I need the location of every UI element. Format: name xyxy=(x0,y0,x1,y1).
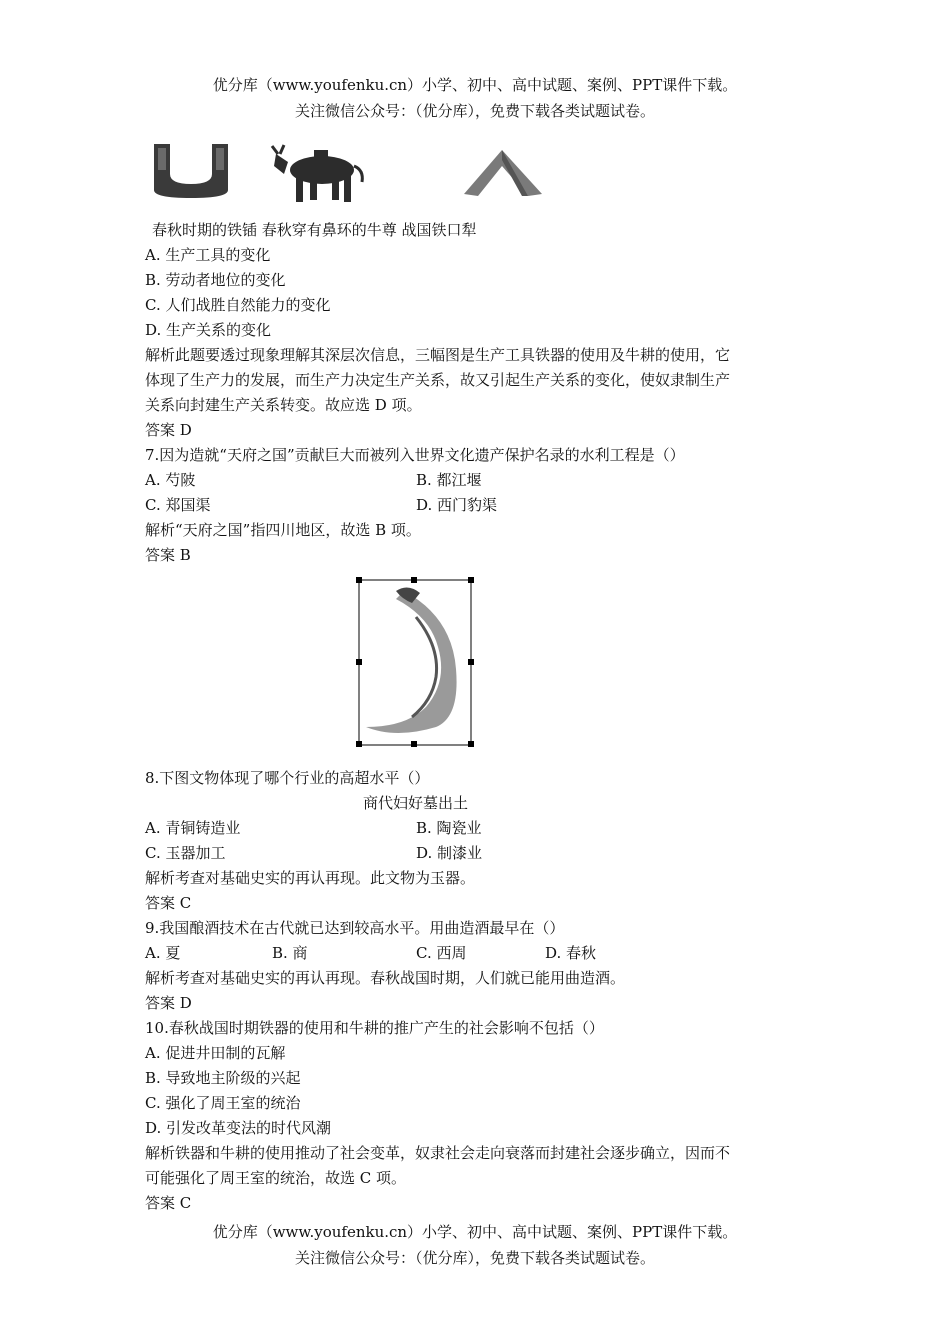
q6-image-caption: 春秋时期的铁锸 春秋穿有鼻环的牛尊 战国铁口犁 xyxy=(152,221,477,239)
q10-analysis-line-2: 可能强化了周王室的统治，故选 C 项。 xyxy=(145,1169,407,1187)
q7-stem: 7.因为造就“天府之国”贡献巨大而被列入世界文化遗产保护名录的水利工程是（） xyxy=(145,446,685,464)
iron-plough-image xyxy=(462,144,544,200)
q7-option-c: C. 郑国渠 xyxy=(145,496,211,514)
q6-answer: 答案 D xyxy=(145,421,192,439)
q8-option-b: B. 陶瓷业 xyxy=(416,819,482,837)
q7-option-d: D. 西门豹渠 xyxy=(416,496,498,514)
q10-answer: 答案 C xyxy=(145,1194,192,1212)
q10-option-a: A. 促进井田制的瓦解 xyxy=(145,1044,286,1062)
q9-option-a: A. 夏 xyxy=(145,944,181,962)
q10-analysis-line-1: 解析铁器和牛耕的使用推动了社会变革，奴隶社会走向衰落而封建社会逐步确立，因而不 xyxy=(145,1144,731,1162)
q9-analysis: 解析考查对基础史实的再认再现。春秋战国时期，人们就已能用曲造酒。 xyxy=(145,969,626,987)
q6-analysis-line-3: 关系向封建生产关系转变。故应选 D 项。 xyxy=(145,396,422,414)
q7-analysis: 解析“天府之国”指四川地区，故选 B 项。 xyxy=(145,521,421,539)
q10-stem: 10.春秋战国时期铁器的使用和牛耕的推广产生的社会影响不包括（） xyxy=(145,1019,604,1037)
q10-option-b: B. 导致地主阶级的兴起 xyxy=(145,1069,301,1087)
header-line-1: 优分库（www.youfenku.cn）小学、初中、高中试题、案例、PPT课件下载。 xyxy=(212,76,738,94)
q9-answer: 答案 D xyxy=(145,994,192,1012)
q6-option-b: B. 劳动者地位的变化 xyxy=(145,271,286,289)
q9-stem: 9.我国酿酒技术在古代就已达到较高水平。用曲造酒最早在（） xyxy=(145,919,565,937)
footer-line-1: 优分库（www.youfenku.cn）小学、初中、高中试题、案例、PPT课件下载。 xyxy=(212,1223,738,1241)
q10-option-c: C. 强化了周王室的统治 xyxy=(145,1094,301,1112)
q8-option-d: D. 制漆业 xyxy=(416,844,483,862)
q6-option-d: D. 生产关系的变化 xyxy=(145,321,272,339)
q6-option-a: A. 生产工具的变化 xyxy=(145,246,271,264)
q7-option-b: B. 都江堰 xyxy=(416,471,482,489)
footer-line-2: 关注微信公众号：（优分库），免费下载各类试题试卷。 xyxy=(294,1249,655,1267)
q6-analysis-line-1: 解析此题要透过现象理解其深层次信息，三幅图是生产工具铁器的使用及牛耕的使用，它 xyxy=(145,346,731,364)
q6-option-c: C. 人们战胜自然能力的变化 xyxy=(145,296,331,314)
q8-analysis: 解析考查对基础史实的再认再现。此文物为玉器。 xyxy=(145,869,476,887)
q8-stem: 8.下图文物体现了哪个行业的高超水平（） xyxy=(145,769,430,787)
q10-option-d: D. 引发改革变法的时代风潮 xyxy=(145,1119,332,1137)
q8-image-caption: 商代妇好墓出土 xyxy=(363,794,469,812)
q8-option-c: C. 玉器加工 xyxy=(145,844,226,862)
q8-option-a: A. 青铜铸造业 xyxy=(145,819,241,837)
q7-option-a: A. 芍陂 xyxy=(145,471,196,489)
jade-artifact-image xyxy=(356,577,476,749)
q9-option-d: D. 春秋 xyxy=(545,944,597,962)
q7-answer: 答案 B xyxy=(145,546,191,564)
q9-option-c: C. 西周 xyxy=(416,944,467,962)
q9-option-b: B. 商 xyxy=(272,944,308,962)
bull-zun-image xyxy=(270,140,370,210)
q8-answer: 答案 C xyxy=(145,894,192,912)
q6-analysis-line-2: 体现了生产力的发展，而生产力决定生产关系，故又引起生产关系的变化，使奴隶制生产 xyxy=(145,371,731,389)
header-line-2: 关注微信公众号：（优分库），免费下载各类试题试卷。 xyxy=(294,102,655,120)
iron-spade-image xyxy=(150,140,232,202)
